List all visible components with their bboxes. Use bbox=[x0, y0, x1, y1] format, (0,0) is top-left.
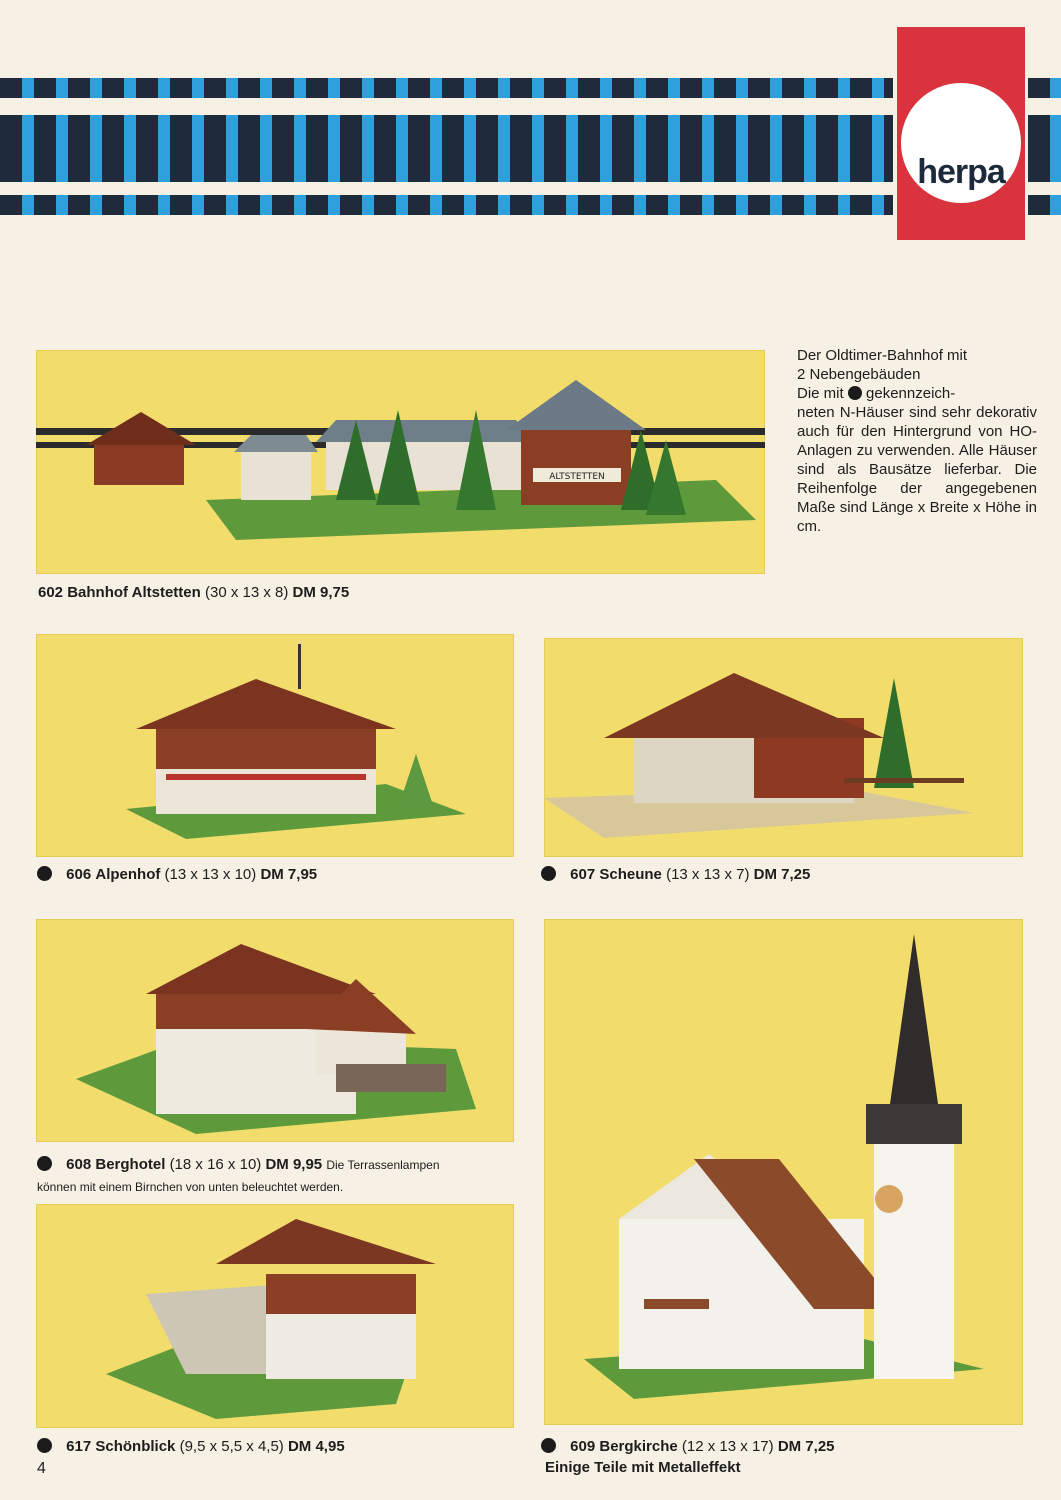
product-note-608-b: können mit einem Birnchen von unten beleuchtet werden. bbox=[37, 1180, 344, 1194]
n-house-dot-icon bbox=[37, 1156, 52, 1171]
product-dims-608: (18 x 16 x 10) bbox=[169, 1156, 262, 1173]
product-price-617: DM 4,95 bbox=[287, 1438, 345, 1455]
product-name-609: Bergkirche bbox=[599, 1438, 678, 1455]
product-name-606: Alpenhof bbox=[95, 866, 161, 883]
product-price-609: DM 7,25 bbox=[777, 1438, 835, 1455]
caption-617 bbox=[37, 1437, 345, 1456]
station-model-illustration bbox=[36, 350, 765, 574]
product-name-617: Schönblick bbox=[95, 1438, 176, 1455]
caption-607 bbox=[541, 865, 810, 884]
product-number-609: 609 bbox=[570, 1438, 596, 1455]
header-stripe-bottom-right bbox=[1028, 195, 1061, 215]
photo-607-scheune bbox=[544, 638, 1023, 857]
photo-606-alpenhof bbox=[36, 634, 514, 857]
product-name-608: Berghotel bbox=[95, 1156, 166, 1173]
n-house-dot-icon bbox=[37, 866, 52, 881]
n-house-dot-icon bbox=[541, 866, 556, 881]
product-note-608-a: Die Terrassenlampen bbox=[326, 1158, 440, 1172]
n-house-marker-icon bbox=[848, 386, 862, 400]
schoenblick-model-illustration bbox=[36, 1204, 514, 1428]
photo-608-berghotel bbox=[36, 919, 514, 1142]
photo-617-schoenblick bbox=[36, 1204, 514, 1428]
header-stripe-middle bbox=[0, 115, 893, 182]
caption-606 bbox=[37, 865, 317, 884]
product-price-607: DM 7,25 bbox=[753, 866, 811, 883]
product-dims-617: (9,5 x 5,5 x 4,5) bbox=[179, 1438, 284, 1455]
product-dims-602: (30 x 13 x 8) bbox=[204, 584, 289, 601]
product-price-608: DM 9,95 bbox=[265, 1156, 323, 1173]
product-number-617: 617 bbox=[66, 1438, 92, 1455]
caption-602 bbox=[38, 583, 349, 602]
header-stripe-top-right bbox=[1028, 78, 1061, 98]
berghotel-model-illustration bbox=[36, 919, 514, 1142]
header-stripe-bottom bbox=[0, 195, 893, 215]
header-stripe-middle-right bbox=[1028, 115, 1061, 182]
product-price-606: DM 7,95 bbox=[260, 866, 318, 883]
caption-608 bbox=[37, 1155, 440, 1175]
bergkirche-model-illustration bbox=[544, 919, 1023, 1425]
product-note-609: Einige Teile mit Metalleffekt bbox=[545, 1459, 741, 1476]
intro-line-3-post: gekennzeich- bbox=[866, 385, 956, 402]
intro-line-1: Der Oldtimer-Bahnhof mit bbox=[797, 347, 968, 364]
n-house-dot-icon bbox=[37, 1438, 52, 1453]
product-number-602: 602 bbox=[38, 584, 64, 601]
alpenhof-model-illustration bbox=[36, 634, 514, 857]
photo-609-bergkirche bbox=[544, 919, 1023, 1425]
product-number-606: 606 bbox=[66, 866, 92, 883]
intro-text bbox=[797, 346, 1037, 536]
product-dims-606: (13 x 13 x 10) bbox=[164, 866, 257, 883]
product-name-602: Bahnhof Altstetten bbox=[67, 584, 201, 601]
product-number-607: 607 bbox=[570, 866, 596, 883]
intro-line-3-pre: Die mit bbox=[797, 385, 844, 402]
product-name-607: Scheune bbox=[599, 866, 662, 883]
intro-rest: neten N-Häuser sind sehr dekorativ auch für den Hintergrund von HO-Anlagen zu verwenden. Alle Häuser sind als Bausätze lieferbar. Die Reihenfolge der angegebenen Maße sind Länge x Breite x Höhe in cm. bbox=[797, 404, 1037, 535]
product-dims-607: (13 x 13 x 7) bbox=[666, 866, 750, 883]
station-sign: ALTSTETTEN bbox=[549, 472, 605, 482]
header-stripe-top bbox=[0, 78, 893, 98]
caption-609 bbox=[541, 1437, 835, 1456]
n-house-dot-icon bbox=[541, 1438, 556, 1453]
logo-text: herpa bbox=[917, 153, 1005, 191]
intro-line-2: 2 Nebengebäuden bbox=[797, 366, 921, 383]
product-number-608: 608 bbox=[66, 1156, 92, 1173]
scheune-model-illustration bbox=[544, 638, 1023, 857]
product-price-602: DM 9,75 bbox=[292, 584, 350, 601]
herpa-logo bbox=[897, 27, 1025, 240]
product-dims-609: (12 x 13 x 17) bbox=[681, 1438, 774, 1455]
page-number: 4 bbox=[37, 1460, 46, 1477]
photo-602-bahnhof bbox=[36, 350, 765, 574]
